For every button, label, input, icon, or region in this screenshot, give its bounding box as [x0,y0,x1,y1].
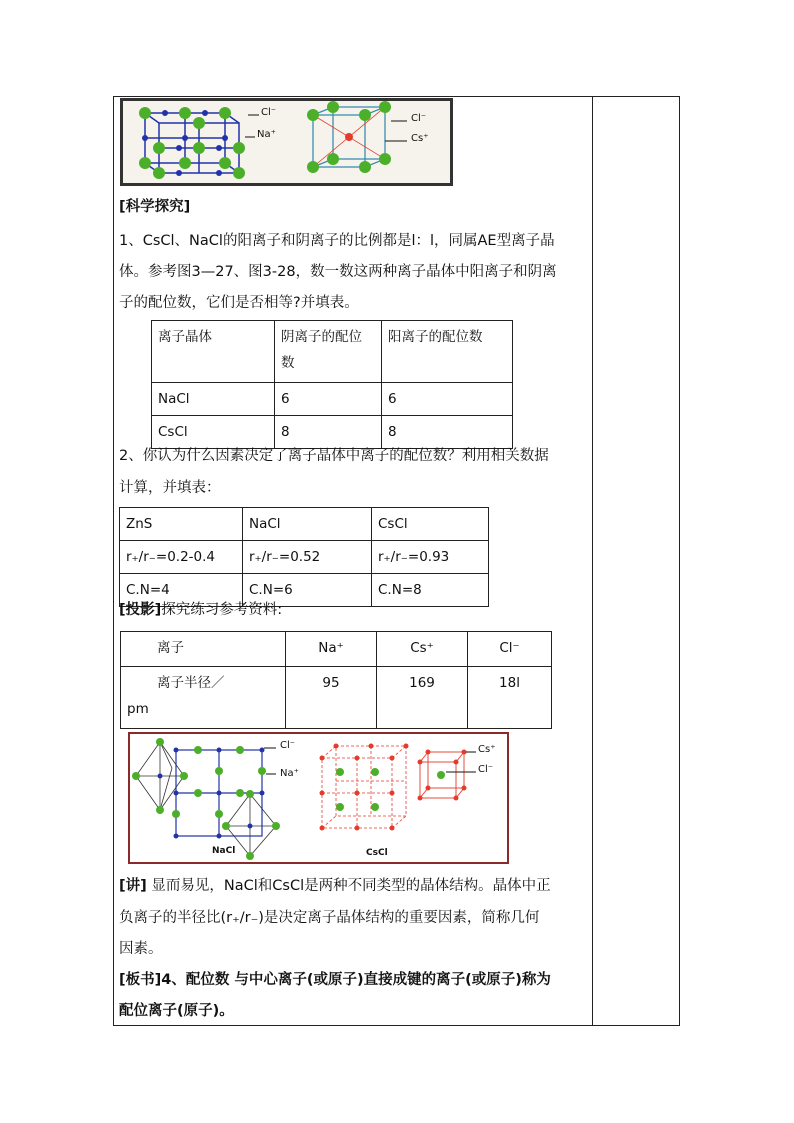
lecture-line1 [119,872,551,901]
para2-line1: 2、你认为什么因素决定了离子晶体中离子的配位数？利用相关数据 [119,448,549,464]
table-header-cell: 离子 [121,632,286,667]
label-cl-mid-left: Cl⁻ [280,740,296,751]
table-row [152,383,513,416]
radius-label-line1: 离子半径／ [157,675,225,691]
label-cs-mid: Cs⁺ [478,744,496,755]
label-na-mid: Na⁺ [280,768,299,779]
table-cell: CsCl [372,508,489,541]
table-cell: 8 [382,416,513,449]
table-cell: r₊/r₋=0.2-0.4 [120,541,243,574]
table-header-cell: Cs⁺ [377,632,468,667]
projection-line [119,596,282,625]
table-cell: 8 [275,416,382,449]
table-cell: r₊/r₋=0.52 [243,541,372,574]
crystal-image-top [123,101,450,183]
table-cell: C.N=8 [372,574,489,607]
right-column-divider [592,96,593,1026]
crystal-figure-mid [128,732,509,864]
table-cell: NaCl [152,383,275,416]
lecture-tag: [讲] [119,878,147,894]
projection-text: 探究练习参考资料: [161,602,283,618]
label-cl-top-left: Cl⁻ [261,107,277,118]
para1-line2: 体。参考图3—27、图3-28，数一数这两种离子晶体中阳离子和阴离 [119,264,557,280]
table-row [120,508,489,541]
label-na-top: Na⁺ [257,129,276,140]
table-row [120,541,489,574]
lecture-line2: 负离子的半径比(r₊/r₋)是决定离子晶体结构的重要因素，简称几何 [119,910,540,926]
table-cell: C.N=6 [243,574,372,607]
para2-line2: 计算，并填表： [119,480,221,496]
lecture-text-1: 显而易见，NaCl和CsCl是两种不同类型的晶体结构。晶体中正 [146,878,551,894]
table-row [152,321,513,383]
lecture-line3: 因素。 [119,941,163,957]
table-row [121,632,552,667]
table-header-cell: Na⁺ [286,632,377,667]
caption-cscl: CsCl [366,848,388,858]
table-cell [121,667,286,729]
table-header-cell: Cl⁻ [468,632,552,667]
table-row [121,667,552,729]
table-header-cell: 阳离子的配位数 [382,321,513,383]
crystal-image-mid [130,734,507,862]
table-header-cell: 离子晶体 [152,321,275,383]
table-cell: NaCl [243,508,372,541]
para1-line3: 子的配位数，它们是否相等?并填表。 [119,295,359,311]
table-header-cell: 阴离子的配位数 [275,321,382,383]
table-cell: 95 [286,667,377,729]
ionic-radius-table [120,631,552,729]
label-cl-mid-right: Cl⁻ [478,764,494,775]
table-cell: CsCl [152,416,275,449]
blackboard-line1: [板书]4、配位数 与中心离子(或原子)直接成键的离子(或原子)称为 [119,972,551,988]
para1-line1: 1、CsCl、NaCl的阳离子和阴离子的比例都是l：l，同属AE型离子晶 [119,233,555,249]
table-cell: 6 [275,383,382,416]
table-cell: 169 [377,667,468,729]
table-cell: 18l [468,667,552,729]
table-cell: 6 [382,383,513,416]
coordination-table [151,320,513,449]
label-cl-top-right: Cl⁻ [411,113,427,124]
table-cell: r₊/r₋=0.93 [372,541,489,574]
section-heading-science-inquiry: [科学探究] [119,199,191,215]
crystal-figure-top [120,98,453,186]
caption-nacl: NaCl [212,846,236,856]
projection-tag: [投影] [119,602,162,618]
table-cell: C.N=4 [120,574,243,607]
table-cell: ZnS [120,508,243,541]
blackboard-line2: 配位离子(原子)。 [119,1003,234,1019]
label-cs-top: Cs⁺ [411,133,429,144]
radius-ratio-table [119,507,489,607]
radius-label-line2: pm [127,701,149,717]
